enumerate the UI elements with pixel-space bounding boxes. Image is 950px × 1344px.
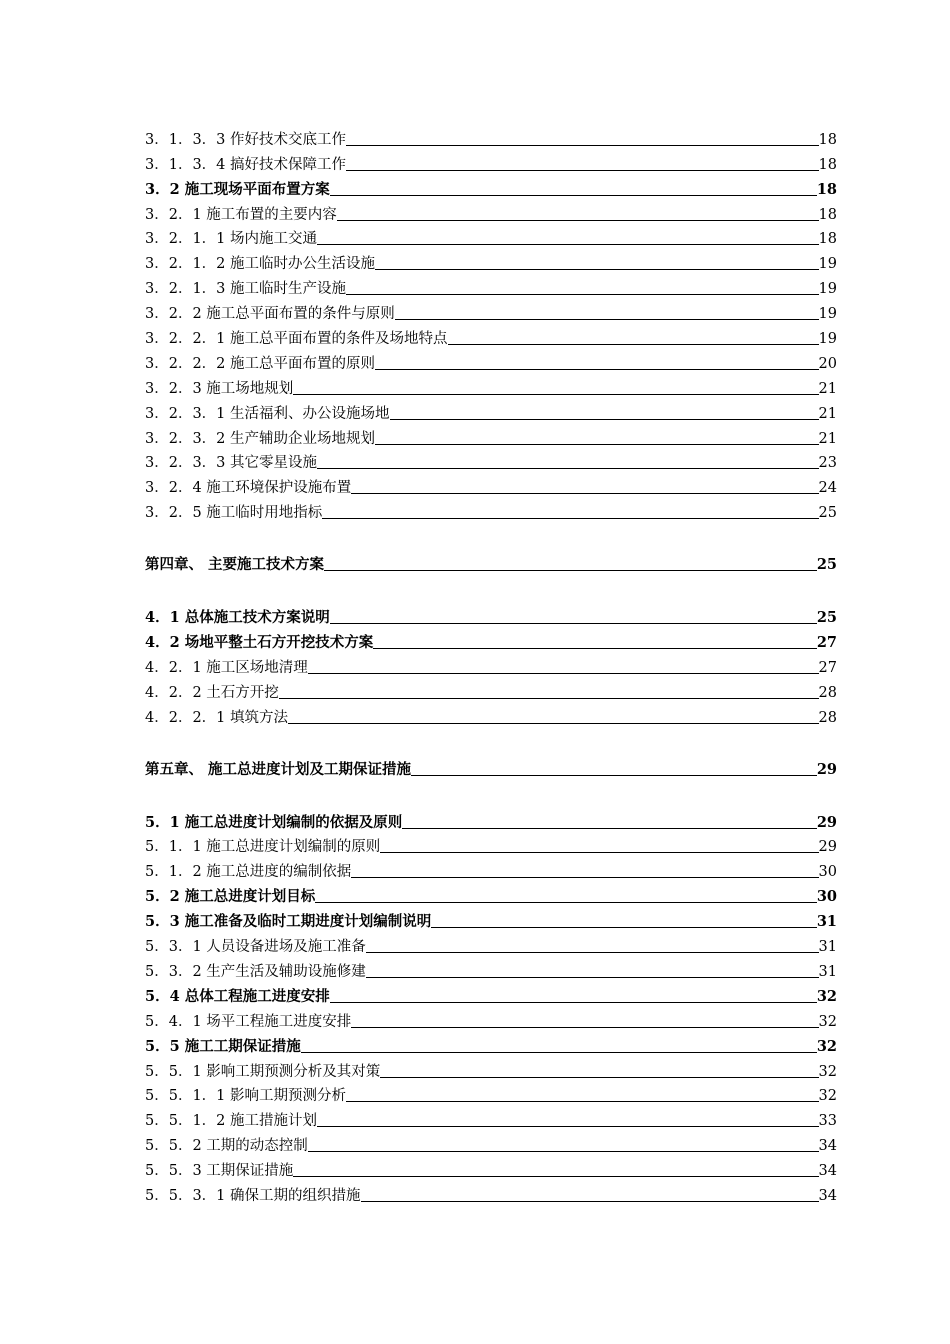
toc-entry-title: 3．2．4 施工环境保护设施布置 bbox=[145, 480, 352, 497]
toc-page-number: 24 bbox=[818, 480, 837, 497]
toc-leader-line bbox=[375, 444, 819, 445]
toc-entry[interactable] bbox=[145, 1031, 837, 1056]
toc-entry[interactable] bbox=[145, 224, 837, 249]
spacer bbox=[145, 522, 837, 550]
toc-entry-title: 5．5．3．1 确保工期的组织措施 bbox=[145, 1187, 361, 1204]
toc-leader-line bbox=[293, 394, 818, 395]
toc-page-number: 25 bbox=[816, 556, 837, 574]
toc-entry[interactable] bbox=[145, 931, 837, 956]
toc-entry[interactable] bbox=[145, 1081, 837, 1106]
toc-entry[interactable] bbox=[145, 448, 837, 473]
toc-leader-line bbox=[366, 977, 819, 978]
toc-entry-title: 3．2 施工现场平面布置方案 bbox=[145, 180, 330, 198]
toc-page-number: 30 bbox=[818, 864, 837, 881]
toc-leader-line bbox=[330, 195, 817, 196]
toc-entry-title: 3．2．1．3 施工临时生产设施 bbox=[145, 281, 347, 298]
toc-page-number: 27 bbox=[818, 659, 837, 676]
toc-page-number: 32 bbox=[816, 987, 837, 1005]
toc-page-number: 32 bbox=[818, 1088, 837, 1105]
toc-entry[interactable] bbox=[145, 398, 837, 423]
toc-entry-title: 第五章、 施工总进度计划及工期保证措施 bbox=[145, 760, 412, 778]
toc-entry-title: 5．2 施工总进度计划目标 bbox=[145, 888, 316, 906]
toc-entry[interactable] bbox=[145, 273, 837, 298]
toc-entry-title: 3．2．2．2 施工总平面布置的原则 bbox=[145, 355, 376, 372]
toc-entry-title: 5．5．1．2 施工措施计划 bbox=[145, 1113, 318, 1130]
toc-leader-line bbox=[431, 927, 817, 928]
toc-entry-title: 3．2．3．1 生活福利、办公设施场地 bbox=[145, 405, 390, 422]
toc-leader-line bbox=[448, 344, 819, 345]
toc-page-number: 27 bbox=[816, 634, 837, 652]
toc-entry-title: 3．2．1．2 施工临时办公生活设施 bbox=[145, 256, 376, 273]
toc-entry-title: 4．2．2．1 填筑方法 bbox=[145, 709, 289, 726]
toc-entry-title: 5．5．1 影响工期预测分析及其对策 bbox=[145, 1063, 381, 1080]
toc-page-number: 18 bbox=[818, 231, 837, 248]
table-of-contents bbox=[145, 124, 837, 1205]
toc-page-number: 18 bbox=[818, 131, 837, 148]
spacer bbox=[145, 574, 837, 602]
toc-entry[interactable] bbox=[145, 832, 837, 857]
toc-entry[interactable] bbox=[145, 348, 837, 373]
toc-leader-line bbox=[293, 1176, 818, 1177]
toc-entry-title: 5．1．2 施工总进度的编制依据 bbox=[145, 864, 352, 881]
toc-entry[interactable] bbox=[145, 881, 837, 906]
toc-page-number: 20 bbox=[818, 355, 837, 372]
toc-page-number: 32 bbox=[818, 1013, 837, 1030]
toc-entry-title: 4．2．1 施工区场地清理 bbox=[145, 659, 308, 676]
spacer bbox=[145, 779, 837, 807]
toc-page-number: 34 bbox=[818, 1138, 837, 1155]
toc-page-number: 31 bbox=[816, 913, 837, 931]
toc-leader-line bbox=[337, 220, 819, 221]
toc-page-number: 21 bbox=[818, 430, 837, 447]
toc-leader-line bbox=[315, 902, 817, 903]
toc-entry-title: 5．3 施工准备及临时工期进度计划编制说明 bbox=[145, 913, 432, 931]
toc-page-number: 34 bbox=[818, 1187, 837, 1204]
toc-entry-title: 5．4 总体工程施工进度安排 bbox=[145, 987, 330, 1005]
toc-leader-line bbox=[395, 319, 819, 320]
toc-leader-line bbox=[322, 518, 818, 519]
toc-page-number: 30 bbox=[816, 888, 837, 906]
toc-entry-title: 5．5．1．1 影响工期预测分析 bbox=[145, 1088, 347, 1105]
toc-entry[interactable] bbox=[145, 627, 837, 652]
toc-leader-line bbox=[288, 723, 819, 724]
toc-page-number: 19 bbox=[818, 331, 837, 348]
toc-entry[interactable] bbox=[145, 199, 837, 224]
toc-leader-line bbox=[308, 673, 819, 674]
toc-entry-title: 5．3．2 生产生活及辅助设施修建 bbox=[145, 963, 366, 980]
toc-page-number: 21 bbox=[818, 405, 837, 422]
toc-entry[interactable] bbox=[145, 423, 837, 448]
toc-page-number: 33 bbox=[818, 1113, 837, 1130]
toc-page-number: 29 bbox=[816, 760, 837, 778]
toc-entry-title: 3．1．3．3 作好技术交底工作 bbox=[145, 131, 347, 148]
toc-entry[interactable] bbox=[145, 124, 837, 149]
toc-entry[interactable] bbox=[145, 702, 837, 727]
toc-entry-title: 3．2．2．1 施工总平面布置的条件及场地特点 bbox=[145, 331, 448, 348]
toc-entry[interactable] bbox=[145, 602, 837, 627]
toc-entry[interactable] bbox=[145, 248, 837, 273]
toc-entry[interactable] bbox=[145, 807, 837, 832]
toc-page-number: 18 bbox=[818, 206, 837, 223]
toc-entry[interactable] bbox=[145, 1130, 837, 1155]
toc-page-number: 28 bbox=[818, 684, 837, 701]
toc-entry-title: 5．5．2 工期的动态控制 bbox=[145, 1138, 308, 1155]
toc-entry-title: 4．1 总体施工技术方案说明 bbox=[145, 609, 330, 627]
toc-entry[interactable] bbox=[145, 1180, 837, 1205]
toc-leader-line bbox=[366, 952, 819, 953]
toc-leader-line bbox=[346, 1101, 819, 1102]
toc-entry[interactable] bbox=[145, 323, 837, 348]
toc-page-number: 21 bbox=[818, 380, 837, 397]
toc-page-number: 18 bbox=[816, 180, 837, 198]
toc-entry[interactable] bbox=[145, 956, 837, 981]
toc-leader-line bbox=[279, 698, 819, 699]
toc-leader-line bbox=[402, 828, 817, 829]
toc-leader-line bbox=[351, 877, 818, 878]
toc-entry-title: 3．2．2 施工总平面布置的条件与原则 bbox=[145, 306, 395, 323]
toc-entry-title: 3．2．3 施工场地规划 bbox=[145, 380, 294, 397]
toc-entry-title: 5．1 施工总进度计划编制的依据及原则 bbox=[145, 813, 403, 831]
toc-page-number: 25 bbox=[816, 609, 837, 627]
toc-entry[interactable] bbox=[145, 174, 837, 199]
toc-entry-title: 3．2．3．2 生产辅助企业场地规划 bbox=[145, 430, 376, 447]
toc-page-number: 32 bbox=[816, 1037, 837, 1055]
toc-entry-title: 4．2 场地平整土石方开挖技术方案 bbox=[145, 634, 374, 652]
toc-entry[interactable] bbox=[145, 856, 837, 881]
toc-entry-title: 4．2．2 土石方开挖 bbox=[145, 684, 279, 701]
toc-chapter-entry[interactable] bbox=[145, 550, 837, 574]
toc-entry-title: 3．2．1．1 场内施工交通 bbox=[145, 231, 318, 248]
toc-entry[interactable] bbox=[145, 472, 837, 497]
toc-entry-title: 5．3．1 人员设备进场及施工准备 bbox=[145, 939, 366, 956]
toc-entry-title: 5．5 施工工期保证措施 bbox=[145, 1037, 301, 1055]
toc-entry[interactable] bbox=[145, 1105, 837, 1130]
toc-entry[interactable] bbox=[145, 906, 837, 931]
toc-entry[interactable] bbox=[145, 373, 837, 398]
toc-entry[interactable] bbox=[145, 1006, 837, 1031]
toc-entry-title: 5．4．1 场平工程施工进度安排 bbox=[145, 1013, 352, 1030]
toc-page-number: 28 bbox=[818, 709, 837, 726]
toc-leader-line bbox=[361, 1201, 819, 1202]
toc-leader-line bbox=[346, 145, 819, 146]
toc-page-number: 25 bbox=[818, 505, 837, 522]
toc-entry-title: 第四章、 主要施工技术方案 bbox=[145, 556, 325, 574]
toc-entry-title: 3．1．3．4 搞好技术保障工作 bbox=[145, 156, 347, 173]
toc-entry[interactable] bbox=[145, 1155, 837, 1180]
toc-entry[interactable] bbox=[145, 149, 837, 174]
toc-leader-line bbox=[308, 1151, 819, 1152]
toc-leader-line bbox=[346, 170, 819, 171]
toc-page-number: 31 bbox=[818, 939, 837, 956]
toc-page-number: 19 bbox=[818, 256, 837, 273]
toc-leader-line bbox=[351, 493, 818, 494]
toc-page-number: 18 bbox=[818, 156, 837, 173]
toc-leader-line bbox=[380, 1077, 818, 1078]
toc-entry[interactable] bbox=[145, 981, 837, 1006]
toc-page-number: 29 bbox=[818, 839, 837, 856]
toc-leader-line bbox=[380, 852, 818, 853]
toc-entry-title: 3．2．1 施工布置的主要内容 bbox=[145, 206, 337, 223]
toc-entry[interactable] bbox=[145, 677, 837, 702]
toc-entry[interactable] bbox=[145, 298, 837, 323]
toc-leader-line bbox=[351, 1027, 818, 1028]
toc-entry[interactable] bbox=[145, 652, 837, 677]
toc-leader-line bbox=[317, 244, 819, 245]
toc-leader-line bbox=[346, 294, 819, 295]
toc-leader-line bbox=[375, 269, 819, 270]
spacer bbox=[145, 727, 837, 755]
toc-page-number: 34 bbox=[818, 1163, 837, 1180]
toc-leader-line bbox=[373, 648, 817, 649]
toc-leader-line bbox=[317, 468, 819, 469]
toc-chapter-entry[interactable] bbox=[145, 755, 837, 779]
toc-entry-title: 3．2．5 施工临时用地指标 bbox=[145, 505, 323, 522]
toc-leader-line bbox=[375, 369, 819, 370]
toc-leader-line bbox=[411, 775, 817, 776]
toc-leader-line bbox=[301, 1052, 817, 1053]
toc-entry-title: 5．5．3 工期保证措施 bbox=[145, 1163, 294, 1180]
toc-entry[interactable] bbox=[145, 497, 837, 522]
toc-entry-title: 5．1．1 施工总进度计划编制的原则 bbox=[145, 839, 381, 856]
toc-entry[interactable] bbox=[145, 1056, 837, 1081]
toc-page-number: 23 bbox=[818, 455, 837, 472]
toc-leader-line bbox=[330, 623, 817, 624]
toc-page-number: 19 bbox=[818, 281, 837, 298]
toc-leader-line bbox=[390, 419, 819, 420]
toc-page-number: 32 bbox=[818, 1063, 837, 1080]
toc-entry-title: 3．2．3．3 其它零星设施 bbox=[145, 455, 318, 472]
toc-page-number: 29 bbox=[816, 813, 837, 831]
toc-leader-line bbox=[330, 1002, 817, 1003]
toc-page-number: 19 bbox=[818, 306, 837, 323]
toc-leader-line bbox=[317, 1126, 819, 1127]
toc-page-number: 31 bbox=[818, 963, 837, 980]
toc-leader-line bbox=[324, 570, 817, 571]
